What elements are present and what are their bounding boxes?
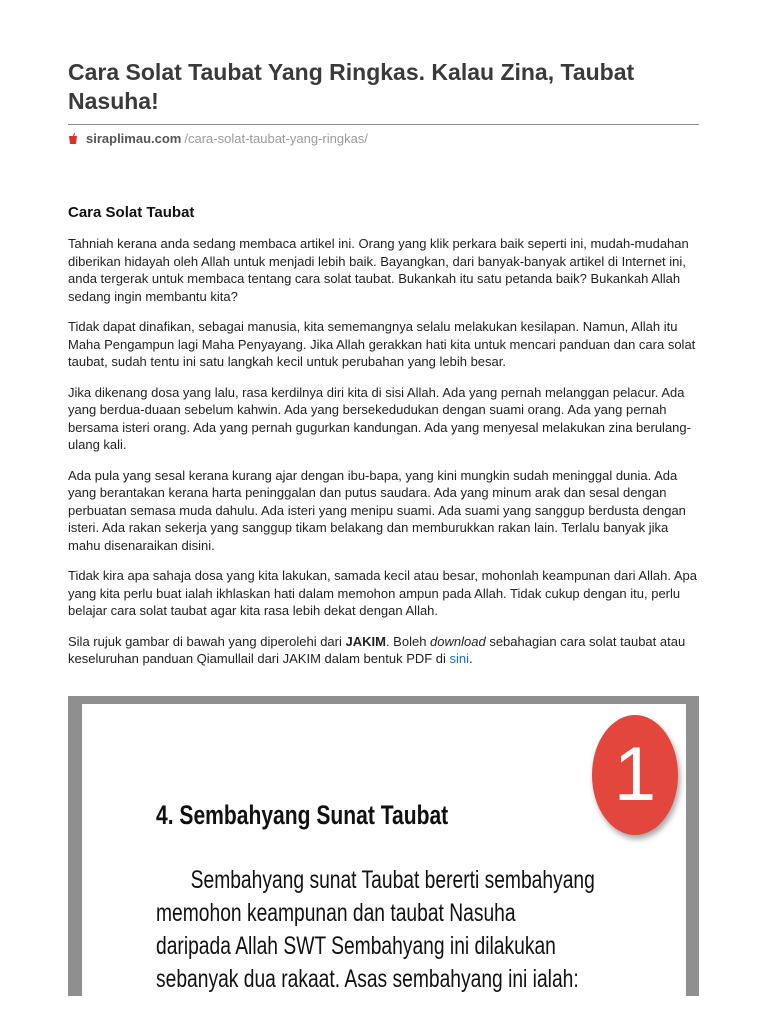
paragraph: Tahniah kerana anda sedang membaca artikel ini. Orang yang klik perkara baik seperti ini, mudah-mudahan diberikan hidayah oleh Allah untuk menjadi lebih baik. Bayangkan, dari banyak-banyak artikel di Internet ini, anda tergerak untuk membaca tentang cara solat taubat. Bukankah itu satu petanda baik? Bukankah Allah sedang ingin membantu kita? [68, 236, 689, 304]
figure-heading: 4. Sembahyang Sunat Taubat [156, 800, 449, 830]
article-page [68, 0, 699, 681]
jakim-bold-text: JAKIM [345, 633, 386, 649]
download-italic-text: download [430, 633, 486, 649]
paragraph: Tidak kira apa sahaja dosa yang kita lakukan, samada kecil atau besar, mohonlah keampunan dari Allah. Apa yang kita perlu buat ialah ikhlaskan hati dalam memohon ampun pada Allah. Tidak cukup dengan itu, perlu belajar cara solat taubat agar kita rasa lebih dekat dengan Allah. [68, 568, 697, 618]
paragraph: Jika dikenang dosa yang lalu, rasa kerdilnya diri kita di sisi Allah. Ada yang pernah melanggan pelacur. Ada yang berdua-duaan sebelum kahwin. Ada yang bersekedudukan dengan suami orang. Ada yang pernah bersama isteri orang. Ada yang pernah gugurkan kandungan. Ada yang menyesal melakukan zina berulang-ulang kali. [68, 384, 691, 452]
paragraph: Tidak dapat dinafikan, sebagai manusia, kita sememangnya selalu melakukan kesilapan. Namun, Allah itu Maha Pengampun lagi Maha Penyayang. Jika Allah gerakkan hati kita untuk mencari panduan dan cara solat taubat, sudah tentu ini satu langkah kecil untuk perubahan yang lebih besar. [68, 319, 696, 369]
article-title: Cara Solat Taubat Yang Ringkas. Kalau Zina, Taubat Nasuha! [68, 59, 635, 114]
number-badge: 1 [592, 715, 678, 835]
figure-sheet [82, 704, 686, 996]
text-span: sebahagian cara solat taubat atau keseluruhan panduan Qiamullail dari JAKIM dalam bentuk PDF di [68, 633, 686, 666]
text-span: Sila rujuk gambar di bawah yang diperolehi dari [68, 633, 346, 649]
pdf-link[interactable]: sini [449, 651, 470, 666]
paragraph: Ada pula yang sesal kerana kurang ajar dengan ibu-bapa, yang kini mungkin sudah meninggal dunia. Ada yang berantakan kerana harta peninggalan dan putus saudara. Ada yang minum arak dan sesal dengan perbuatan semasa muda dahulu. Ada isteri yang menipu suami. Ada suami yang sanggup berdusta dengan isteri. Ada rakan sekerja yang sanggup tikam belakang dan memburukkan rakan lain. Terlalu banyak jika mahu disenaraikan disini. [68, 467, 686, 553]
figure-text [156, 864, 610, 996]
source-path[interactable]: /cara-solat-taubat-yang-ringkas/ [184, 131, 368, 146]
text-span: . Boleh [385, 633, 431, 649]
source-domain[interactable]: siraplimau.com [86, 131, 182, 146]
figure-line: memohon keampunan dan taubat Nasuha [156, 899, 516, 927]
section-heading: Cara Solat Taubat [68, 204, 195, 221]
drink-cup-icon [68, 133, 78, 145]
text-span: . [469, 651, 473, 666]
figure-line: sebanyak dua rakaat. Asas sembahyang ini ialah: [156, 965, 579, 993]
title-divider [68, 124, 699, 125]
figure-line: Sembahyang sunat Taubat bererti sembahyang [190, 866, 595, 894]
paragraph-reference [68, 633, 699, 668]
source-line [68, 131, 699, 147]
jakim-figure [68, 696, 699, 996]
figure-line: daripada Allah SWT Sembahyang ini dilakukan [156, 932, 556, 960]
